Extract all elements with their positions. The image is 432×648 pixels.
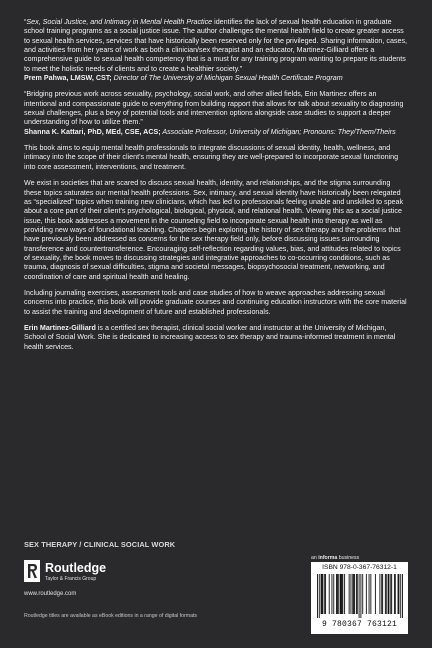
endorsement-2-author: Shanna K. Kattari, PhD, MEd, CSE, ACS;	[24, 127, 161, 136]
barcode-bar	[356, 574, 357, 614]
barcode-bar	[389, 574, 390, 614]
description-paragraph-2: We exist in societies that are scared to discuss sexual health, identity, and relationships, and the stigma surrounding these topics saturates our mental health professions. Sex, intimacy, and sexual identity have historically been relegated as “specialized” topics when training new clinicians, which has led to professionals feeling unable and unskilled to speak about a core part of their client's psychological, biological, physical, and relational health. Viewing this as a social justice issue, this book addresses a movement in the counseling field to incorporate sexual health into therapy as well as providing new ways of foundational teaching. Chapters begin exploring the history of sex therapy and the problems that have previously been addressed as concerns for the sex therapy field only, before discussing issues surrounding transference and countertransference. Encouraging self-reflection regarding values, bias, and attitudes related to topics of sexuality, the book moves to discussing strategies and integrative approaches to co-occurring conditions, such as trauma, diagnosis of sexual difficulties, stigma and societal messages, biopsychosocial treatment, networking, and coordination of care and spiritual health and healing.	[24, 179, 404, 281]
barcode-bar	[338, 574, 339, 614]
barcode-bar	[381, 574, 382, 614]
subject-category: SEX THERAPY / CLINICAL SOCIAL WORK	[24, 540, 176, 549]
barcode-bar	[370, 574, 371, 614]
isbn-text: ISBN 978-0-367-76312-1	[322, 564, 397, 571]
barcode-bar	[394, 574, 395, 614]
description-paragraph-3: Including journaling exercises, assessment tools and case studies of how to weave approaches addressing sexual concerns into practice, this book will provide graduate courses and continuing education instructors with the core material to assist the training and development of future and established professionals.	[24, 288, 407, 316]
endorsement-2: “Bridging previous work across sexuality, psychology, social work, and other allied fields, Erin Martinez offers an intentional and compassionate guide to everything from building rapport that allows for talk about sexuality to diagnosing sexual challenges, plus a bevy of potential tools and intervention options alongside case studies to support a deeper understanding of how to utilize them.” Shanna K. Kattari, PhD, MEd, CSE, ACS; Associate Professor, University of Michigan; Pronouns: They/Them/Theirs	[24, 90, 408, 137]
barcode-bar	[317, 574, 318, 618]
barcode-bar	[362, 574, 363, 614]
description-paragraph-1: This book aims to equip mental health professionals to integrate discussions of sexual identity, health, wellness, and intimacy into the scope of their client's mental health, ensuring they are well-prepared to incorporate sexual functioning into core assessment, interventions, and treatment.	[24, 144, 399, 171]
barcode-bar	[359, 574, 360, 618]
barcode-bar	[385, 574, 386, 614]
ebook-availability-note: Routledge titles are available as eBook editions in a range of digital formats	[24, 613, 198, 619]
barcode-bar	[352, 574, 353, 614]
barcode-bar	[395, 574, 396, 614]
author-bio	[24, 324, 408, 352]
endorsement-1-attribution	[24, 74, 408, 83]
barcode-bar	[341, 574, 342, 614]
barcode-bar	[329, 574, 330, 614]
endorsement-1: “Sex, Social Justice, and Intimacy in Mental Health Practice identifies the lack of sexual health education in graduate school training programs as a social justice issue. The author challenges the mental health field to create greater access to sexual health services, services that have historically been reserved only for the privileged. Sharing information, cases, and activities from her years of work as both a clinician/sex therapist and an educator, Martinez-Gilliard offers a comprehensive guide to sexual health competency that is a must for any training program wanting to prepare its students to meet the holistic needs of clients and to create a healthier society.” Prem Pahwa, LMSW, CST; Director of The University of Michigan Sexual Health Certificate Program	[24, 18, 408, 83]
informa-brand: informa	[318, 555, 338, 561]
barcode-bar	[354, 574, 355, 614]
barcode-bar	[337, 574, 338, 614]
isbn-barcode	[311, 562, 408, 634]
barcode-bar	[319, 574, 320, 618]
endorsement-2-affiliation: Associate Professor, University of Michigan; Pronouns: They/Them/Theirs	[160, 127, 396, 136]
barcode-bar	[350, 574, 351, 614]
endorsement-2-attribution	[24, 128, 408, 137]
author-name: Erin Martinez-Gilliard	[24, 323, 96, 332]
author-bio-text: is a certified sex therapist, clinical social worker and instructor at the University of Michigan, School of Social Work. She is dedicated to increasing access to sex therapy and trauma-informed treatment in mental health services.	[24, 323, 396, 351]
barcode-bar	[333, 574, 334, 614]
informa-business-tag: an informa business	[311, 555, 360, 561]
barcode-bar	[321, 574, 322, 614]
barcode-bar	[375, 574, 376, 614]
barcode-bar	[357, 574, 358, 614]
barcode-bar	[322, 574, 323, 614]
barcode-bar	[379, 574, 380, 614]
endorsement-1-author: Prem Pahwa, LMSW, CST;	[24, 74, 112, 83]
barcode-bar	[382, 574, 383, 614]
cover-text	[24, 18, 408, 359]
barcode-bar	[331, 574, 332, 614]
barcode-bar	[366, 574, 367, 614]
barcode-bar	[369, 574, 370, 614]
barcode-bar	[388, 574, 389, 614]
barcode-bar	[398, 574, 399, 614]
barcode-bar	[398, 574, 399, 614]
barcode-bar	[353, 574, 354, 614]
barcode-digits: 9 780367 763121	[321, 620, 397, 629]
barcode-bar	[360, 574, 361, 618]
barcode-bar	[402, 574, 403, 618]
endorsement-1-affiliation: Director of The University of Michigan Sexual Health Certificate Program	[111, 74, 343, 83]
barcode-bar	[349, 574, 350, 614]
routledge-logo	[24, 560, 124, 590]
barcode-bar	[386, 574, 387, 614]
barcode-bar	[325, 574, 326, 614]
endorsement-2-body: Bridging previous work across sexuality, psychology, social work, and other allied fields, Erin Martinez offers an intentional and compassionate guide to everything from building rapport that allows for talk about sexuality to diagnosing sexual challenges, plus a bevy of potential tools and intervention options alongside case studies to support a deeper understanding of how to utilize them.	[24, 90, 404, 127]
barcode-bar	[324, 574, 325, 614]
barcode-bar	[340, 574, 341, 614]
endorsement-1-body: identifies the lack of sexual health education in graduate school training programs as a social justice issue. The author challenges the mental health field to create greater access to sexual health services, services that have historically been reserved only for the privileged. Sharing information, cases, and activities from her years of work as both a clinician/sex therapist and an educator, Martinez-Gilliard offers a comprehensive guide to sexual health competency that is a must for any training program wanting to prepare its students to meet the holistic needs of clients and to create a healthier society.	[24, 18, 408, 73]
barcode-bar	[391, 574, 392, 614]
publisher-website[interactable]: www.routledge.com	[24, 591, 77, 597]
barcode-bars	[317, 574, 403, 618]
routledge-r-icon	[24, 560, 40, 582]
barcode-bar	[400, 574, 401, 618]
barcode-bar	[341, 574, 342, 614]
book-title-in-quote: Sex, Social Justice, and Intimacy in Mental Health Practice	[26, 18, 213, 26]
publisher-group: Taylor & Francis Group	[45, 576, 97, 582]
barcode-bar	[322, 574, 323, 614]
publisher-name: Routledge	[45, 561, 107, 575]
barcode-bar	[336, 574, 337, 614]
barcode-bar	[390, 574, 391, 614]
barcode-bar	[344, 574, 345, 614]
barcode-bar	[342, 574, 343, 614]
